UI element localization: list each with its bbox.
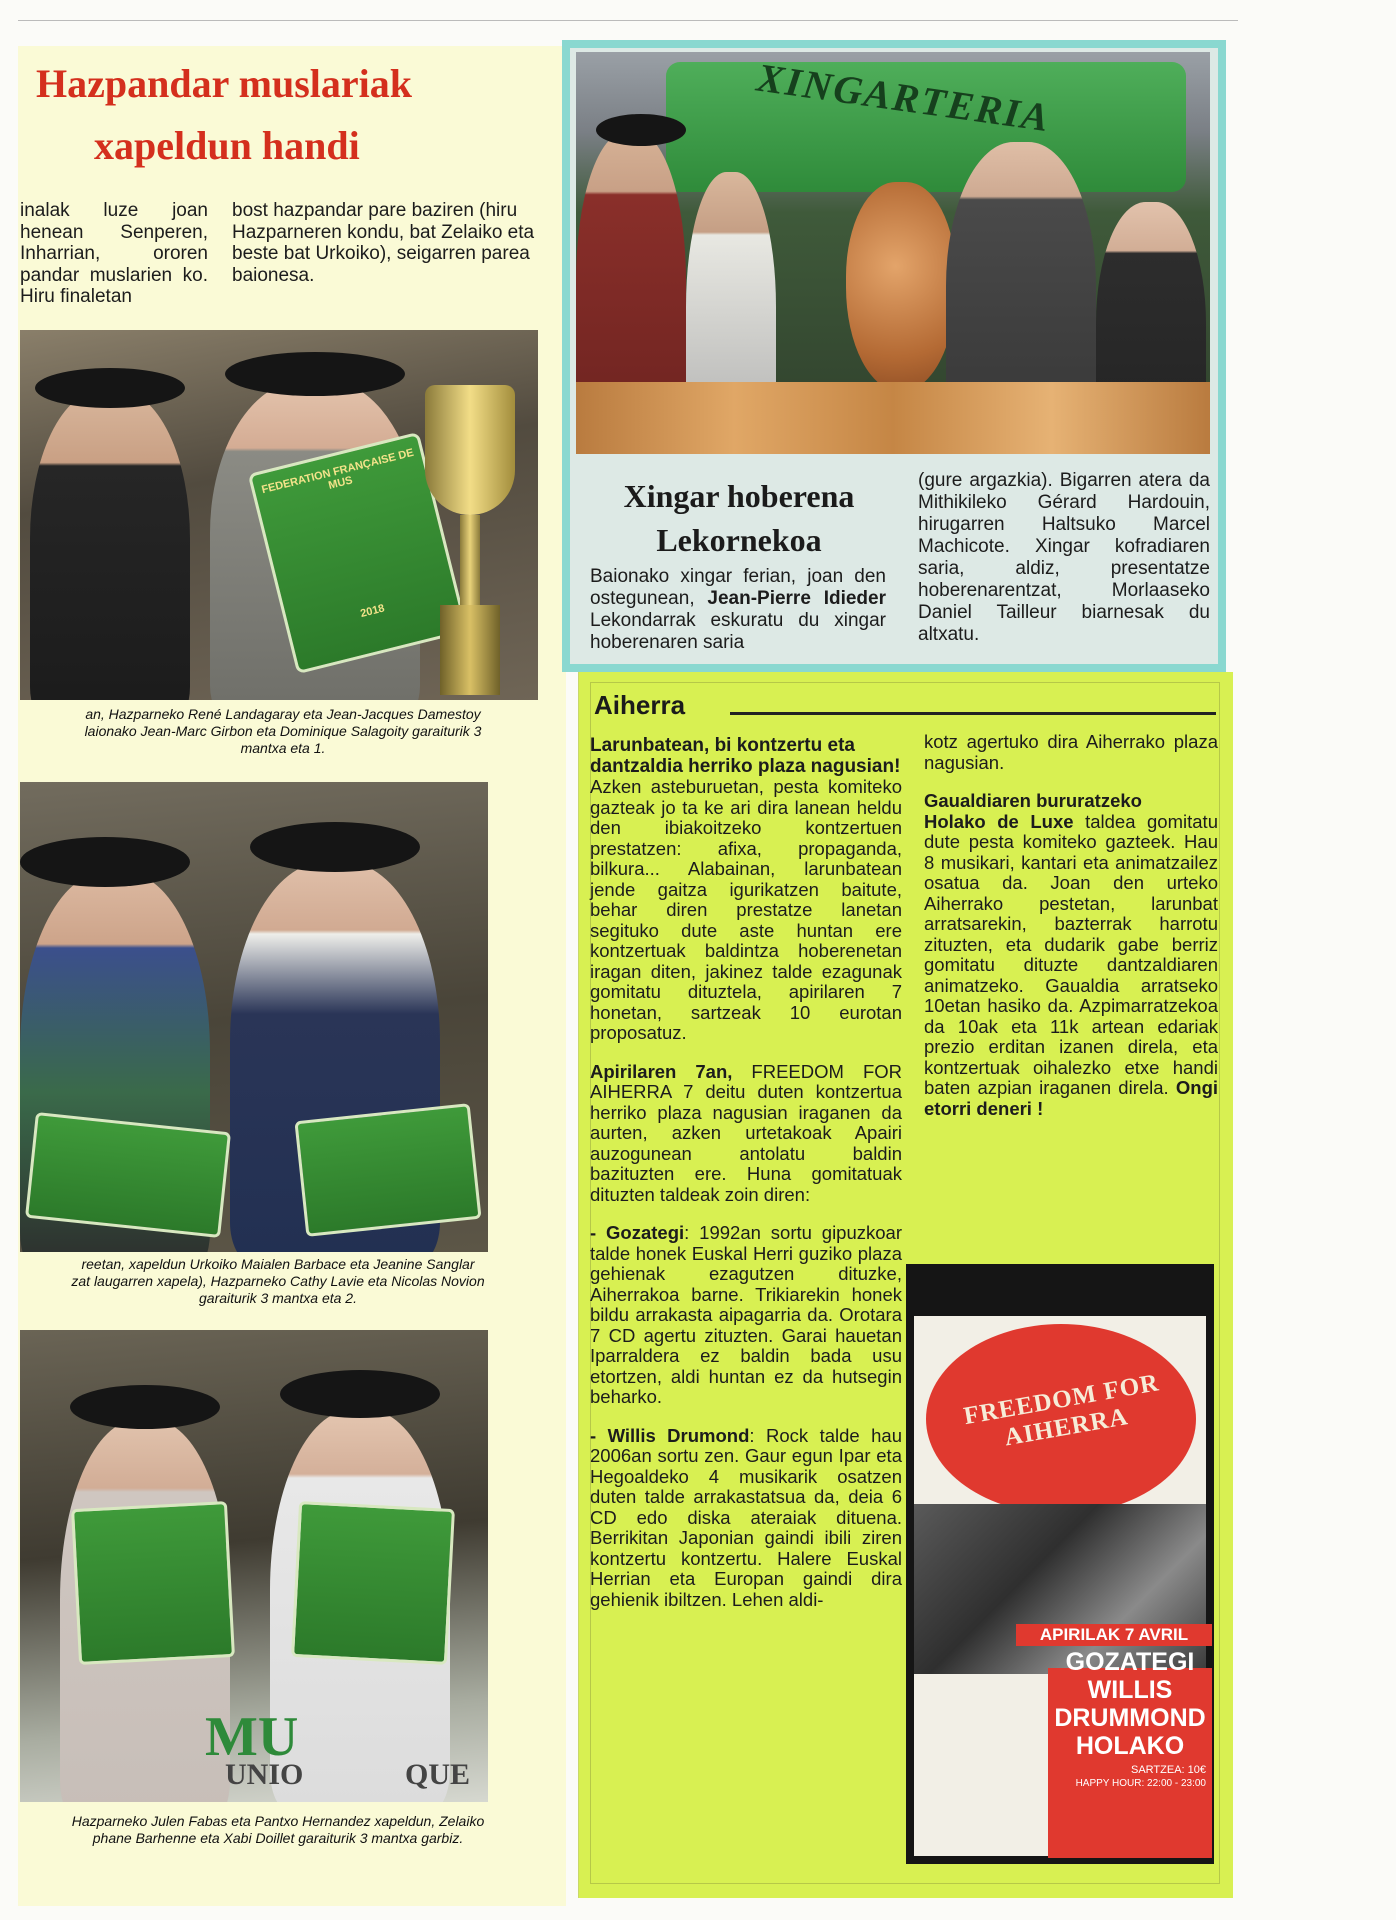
caption-photo3-line1: Hazparneko Julen Fabas eta Pantxo Hernandez xapeldun, Zelaiko	[71, 1813, 485, 1829]
aiherra-paragraph-3: - Gozategi: 1992an sortu gipuzkoar talde honek Euskal Herri guziko plaza gehienak ezagutzen dituzke, Aiherrakoa barne. Trikiarekin honek bildu arrakasta aipagarria da. Orotara 7 CD agertu zituzten. Garai hauetan Iparraldera ez baldin bada usu etortzen, aldi huntan ez da hutsegin beharko.	[590, 1222, 902, 1407]
photo-xingar-award	[576, 52, 1210, 454]
ham	[846, 182, 956, 392]
aiherra-column-right	[924, 732, 1218, 1119]
photo1-banner-text: FEDERATION FRANÇAISE DE MUS	[260, 446, 415, 497]
xingar-headline-line1: Xingar hoberena	[623, 478, 855, 514]
top-rule	[18, 20, 1238, 21]
aiherra-paragraph-2: Apirilaren 7an, FREEDOM FOR AIHERRA 7 deitu duten kontzertua herriko plaza nagusian iraganen da aurten, azken urtetakoak Apairi auzogunean antolatu baldin bazituzten ere. Huna gomitatuak dituzten taldeak zoin diren:	[590, 1060, 902, 1205]
poster-band-1: GOZATEGI	[1065, 1648, 1195, 1676]
left-headline-line2: xapeldun handi	[94, 123, 360, 168]
caption-photo1-line1: an, Hazparneko René Landagaray eta Jean-Jacques Damestoy	[85, 706, 481, 722]
photo1-banner-year: 2018	[359, 602, 386, 621]
aiherra-title-rule	[730, 712, 1216, 715]
photo-mus-winners-3	[20, 1330, 488, 1802]
photo-mus-winners-2	[20, 782, 488, 1252]
caption-photo2-line2: zat laugarren xapela), Hazparneko Cathy Lavie eta Nicolas Novion	[71, 1273, 485, 1289]
xingar-body-col2: (gure argazkia). Bigarren atera da Mithikileko Gérard Hardouin, hirugarren Haltsuko Marcel Machicote. Xingar kofradiaren saria, aldiz, presentatze hoberenarentzat, Morlaaseko Daniel Tailleur biarnesak du altxatu.	[918, 470, 1210, 645]
xingar-headline-line2: Lekornekoa	[656, 522, 822, 558]
caption-photo2-line1: reetan, xapeldun Urkoiko Maialen Barbace eta Jeanine Sanglar	[81, 1256, 475, 1272]
trophy-cup	[425, 385, 515, 515]
left-intro-col2: bost hazpandar pare baziren (hiru Hazparneren kondu, bat Zelaiko eta beste bat Urkoiko), seigarren parea baionesa.	[232, 200, 535, 286]
poster-band-3: DRUMMOND	[1054, 1704, 1206, 1732]
photo-mus-winners-1	[20, 330, 538, 700]
aiherra-section-title: Aiherra	[594, 690, 686, 720]
poster-title: FREEDOM FOR AIHERRA	[961, 1369, 1162, 1452]
poster-entry: SARTZEA: 10€	[1131, 1764, 1206, 1776]
aiherra-paragraph-4: - Willis Drumond: Rock talde hau 2006an sortu zen. Gaur egun Ipar eta Hegoaldeko 4 musikarik osatzen duten talde arrakastatsua da, deia 6 CD edo diska ateraiak dituena. Berrikitan Japonian gaindi ibili ziren kontzertu kontzertu. Halere Euskal Herrian eta Europan gaindi dira gehienik ibiltzen. Lehen aldi-	[590, 1424, 902, 1610]
xingar-body-col1: Baionako xingar ferian, joan den ostegunean, Jean-Pierre Idieder Lekondarrak eskuratu du xingar hoberenaren saria	[590, 566, 886, 653]
freedom-poster	[906, 1264, 1214, 1864]
aiherra-paragraph-6: Gaualdiaren bururatzeko Holako de Luxe taldea gomitatu dute pesta komiteko gazteek. Hau 8 musikari, kantari eta animatzailez osatua da. Joan den urteko Aiherrako pestetan, larunbat arratsarekin, bazterrak harrotu zituzten, eta dudarik gabe berriz gomitatu dituzte dantzaldiaren animatzeko. Gaualdia arratseko 10etan hasiko da. Azpimarratzekoa da 10ak eta 11k artean edariak prezio erditan izanen direla, eta kontzertuak oihalezko etxe handi baten azpian iraganen direla. Ongi etorri deneri !	[924, 790, 1219, 1119]
caption-photo1-line2: laionako Jean-Marc Girbon eta Dominique Salagoity garaiturik 3	[84, 723, 482, 739]
photo3-sign-1: MU	[205, 1706, 299, 1768]
left-headline-line1: Hazpandar muslariak	[36, 61, 412, 106]
poster-band-2: WILLIS	[1087, 1676, 1173, 1704]
photo3-sign-3: QUE	[405, 1758, 471, 1791]
poster-happy-hour: HAPPY HOUR: 22:00 - 23:00	[1075, 1778, 1206, 1789]
xingar-photo-sign: XINGARTERIA	[754, 54, 1054, 141]
caption-photo1-line3: mantxa eta 1.	[240, 740, 326, 756]
aiherra-paragraph-1: Azken asteburuetan, pesta komiteko gazteak jo ta ke ari dira lanean heldu den ibiakoitzeko kontzertuen prestatzen: afixa, propaganda, bilkura... Alabainan, larunbatean jende gaitza igurikatzen baitute, behar diren prestatze lanetan segituko dute aste huntan ere kontzertuak baldintza hoberenetan iragan diten, jakinez talde ezagunak gomitatu dituztela, apirilaren 7 honetan, sartzeak 10 eurotan proposatuz.	[590, 776, 902, 1043]
poster-date: APIRILAK 7 AVRIL	[1016, 1624, 1212, 1646]
photo3-sign-2: UNIO	[225, 1758, 304, 1791]
poster-band-4: HOLAKO	[1075, 1732, 1185, 1760]
aiherra-column-left	[590, 736, 902, 1610]
aiherra-paragraph-5: kotz agertuko dira Aiherrako plaza nagusian.	[924, 731, 1218, 773]
left-intro-col1: inalak luze joan henean Senperen, Inharrian, ororen pandar muslarien ko. Hiru finaletan	[20, 200, 208, 307]
aiherra-subhead: Larunbatean, bi kontzertu eta dantzaldia herriko plaza nagusian!	[590, 735, 901, 777]
caption-photo2-line3: garaiturik 3 mantxa eta 2.	[199, 1290, 357, 1306]
caption-photo3-line2: phane Barhenne eta Xabi Doillet garaiturik 3 mantxa garbiz.	[92, 1830, 464, 1846]
